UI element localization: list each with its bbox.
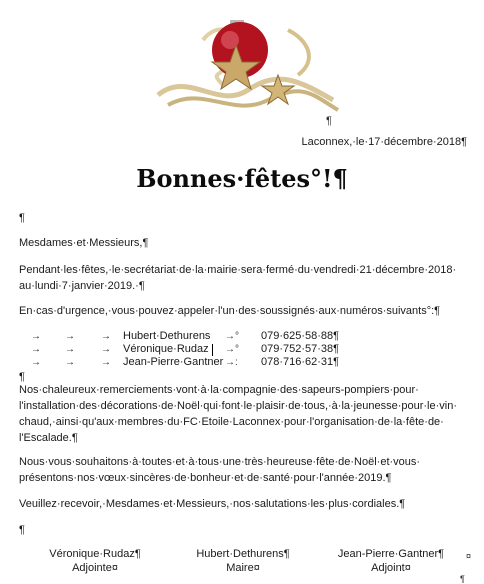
signature-role: Adjointe¤	[72, 562, 118, 574]
paragraph-emergency[interactable]: En·cas·d'urgence,·vous·pouvez·appeler·l'un·des·soussignés·aux·numéros·suivants°:¶	[19, 305, 441, 317]
tab-mark: →:	[225, 357, 238, 368]
cell-end-mark: ¤	[466, 551, 472, 561]
signature-block[interactable]	[178, 547, 308, 575]
contact-phone: 079·752·57·38¶	[261, 343, 340, 355]
christmas-ornament-icon	[148, 0, 348, 120]
signature-name: Hubert·Dethurens¶	[196, 548, 290, 560]
contact-name: Jean-Pierre·Gantner	[123, 356, 224, 368]
contact-row[interactable]	[19, 356, 464, 369]
salutation[interactable]: Mesdames·et·Messieurs,¶	[19, 237, 149, 249]
tab-arrow-icon: →	[31, 331, 41, 342]
text-line: présentons·nos·vœux·sincères·de·bonheur·et·de·santé·pour·l'année·2019.¶	[19, 472, 392, 484]
signature-block[interactable]	[326, 547, 456, 575]
dateline[interactable]: Laconnex,·le·17·décembre·2018¶	[301, 136, 467, 148]
paragraph-mark: ¶	[326, 115, 332, 127]
signature-name: Véronique·Rudaz¶	[49, 548, 141, 560]
signature-role: Adjoint¤	[371, 562, 411, 574]
tab-arrow-icon: →	[101, 331, 111, 342]
text-cursor	[212, 344, 213, 356]
empty-paragraph[interactable]: ¶	[19, 524, 25, 536]
paragraph-closure[interactable]	[19, 262, 464, 294]
page-title[interactable]: Bonnes·fêtes°!¶	[136, 164, 348, 193]
text-line: Pendant·les·fêtes,·le·secrétariat·de·la·mairie·sera·fermé·du·vendredi·21·décembre·2018·	[19, 264, 457, 276]
signature-name: Jean-Pierre·Gantner¶	[337, 548, 445, 560]
text-line: Nos·chaleureux·remerciements·vont·à·la·compagnie·des·sapeurs-pompiers·pour·	[19, 384, 419, 396]
text-line: l'Escalade.¶	[19, 432, 78, 444]
tab-arrow-icon: →	[101, 357, 111, 368]
tab-arrow-icon: →	[31, 344, 41, 355]
paragraph-thanks[interactable]	[19, 382, 464, 446]
tab-arrow-icon: →	[101, 344, 111, 355]
text-line: l'installation·des·décorations·de·Noël·qui·font·le·plaisir·de·tous,·à·la·jeunesse·pour·le·vin·	[19, 400, 458, 412]
contact-phone: 078·716·62·31¶	[261, 356, 340, 368]
text-line: au·lundi·7·janvier·2019.·¶	[19, 280, 145, 292]
empty-paragraph[interactable]: ¶	[19, 212, 25, 224]
paragraph-wishes[interactable]	[19, 454, 464, 486]
tab-mark: →°	[225, 344, 239, 355]
tab-arrow-icon: →	[31, 357, 41, 368]
text-line: Nous·vous·souhaitons·à·toutes·et·à·tous·une·très·heureuse·fête·de·Noël·et·vous·	[19, 456, 421, 468]
tab-mark: →°	[225, 331, 239, 342]
contact-phone: 079·625·58·88¶	[261, 330, 340, 342]
empty-paragraph[interactable]: ¶	[19, 371, 25, 383]
text-line: chaud,·ainsi·qu'aux·membres·du·FC·Etoile·Laconnex·pour·l'organisation·de·la·fête·de·	[19, 416, 444, 428]
contact-name: Véronique·Rudaz	[123, 343, 209, 355]
contact-name: Hubert·Dethurens	[123, 330, 211, 342]
paragraph-closing[interactable]: Veuillez·recevoir,·Mesdames·et·Messieurs,·nos·salutations·les·plus·cordiales.¶	[19, 498, 406, 510]
tab-arrow-icon: →	[65, 357, 75, 368]
tab-arrow-icon: →	[65, 331, 75, 342]
signature-block[interactable]	[30, 547, 160, 575]
paragraph-mark: ¶	[460, 574, 465, 584]
tab-arrow-icon: →	[65, 344, 75, 355]
signature-role: Maire¤	[226, 562, 260, 574]
contact-row[interactable]	[19, 343, 464, 356]
contact-row[interactable]	[19, 330, 464, 343]
